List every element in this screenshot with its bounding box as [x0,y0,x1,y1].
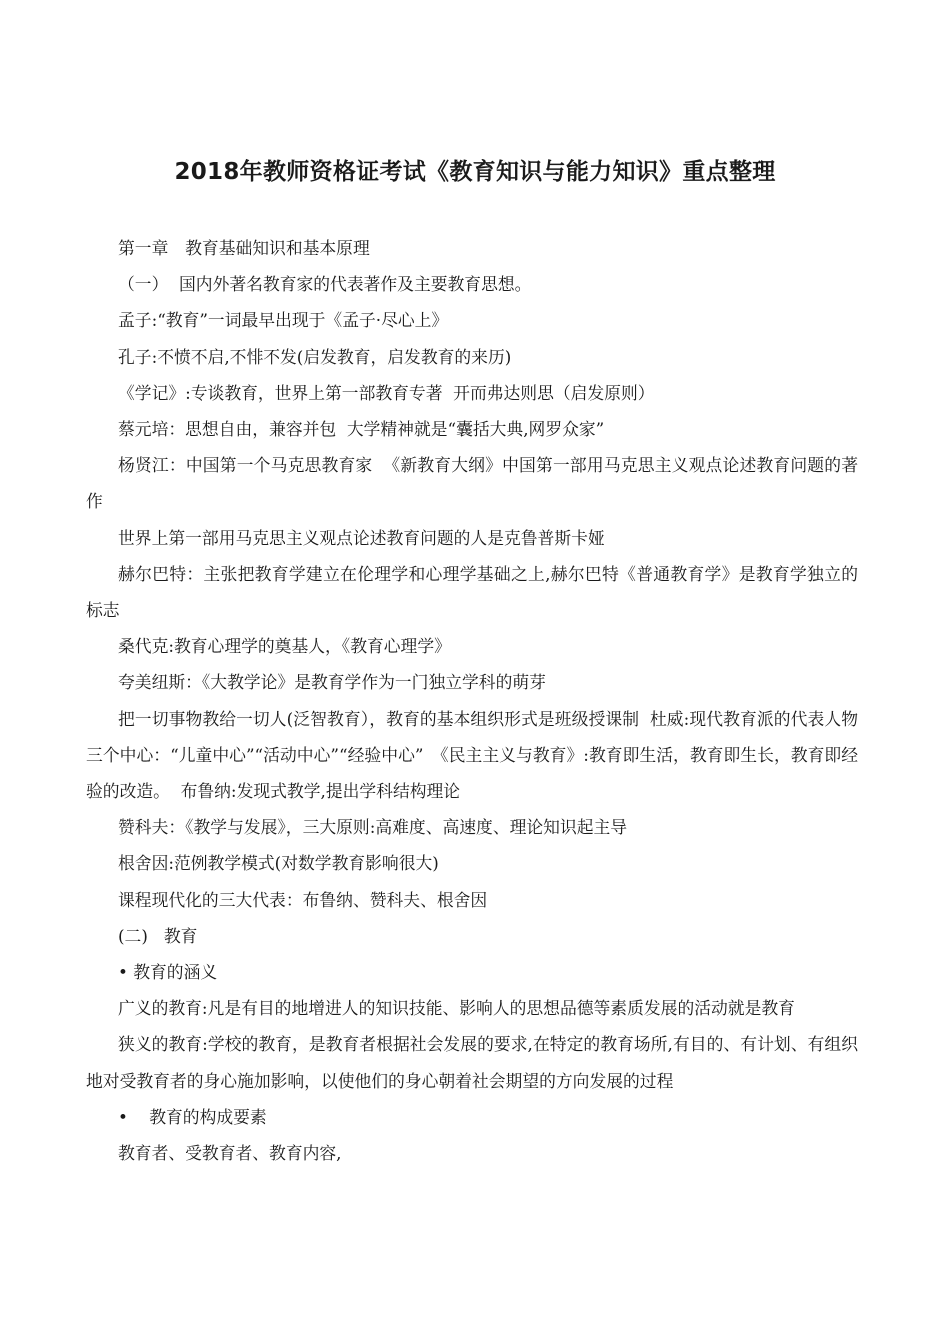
paragraph-zankov: 赞科夫：《教学与发展》，三大原则:高难度、高速度、理论知识起主导 [118,817,628,838]
paragraph-elements-list: 教育者、受教育者、教育内容, [118,1143,342,1164]
chapter-heading: 第一章 教育基础知识和基本原理 [118,238,370,258]
paragraph-confucius: 孔子:不愤不启,不悱不发(启发教育，启发教育的来历) [118,346,512,367]
paragraph-broad-education: 广义的教育:凡是有目的地增进人的知识技能、影响人的思想品德等素质发展的活动就是教育 [118,998,795,1019]
document-body [86,230,869,1171]
paragraph-curriculum-modernization: 课程现代化的三大代表：布鲁纳、赞科夫、根舍因 [118,889,488,910]
paragraph-thorndike: 桑代克:教育心理学的奠基人，《教育心理学》 [118,636,451,657]
paragraph-narrow-education: 狭义的教育:学校的教育，是教育者根据社会发展的要求,在特定的教育场所,有目的、有计划、有组织地对受教育者的身心施加影响，以使他们的身心朝着社会期望的方向发展的过程 [86,1034,858,1091]
paragraph-dewey-bruner: 把一切事物教给一切人(泛智教育），教育的基本组织形式是班级授课制 杜威:现代教育派的代表人物 三个中心：“儿童中心”“活动中心”“经验中心” 《民主主义与教育》:教育即生活，教育即生长，教育即经验的改造。 布鲁纳:发现式教学,提出学科结构理论 [86,708,869,802]
paragraph-wagenschein: 根舍因:范例教学模式(对数学教育影响很大) [118,853,439,874]
section-heading-2: (二) 教育 [118,925,198,946]
paragraph-herbart: 赫尔巴特：主张把教育学建立在伦理学和心理学基础之上,赫尔巴特《普通教育学》是教育学独立的标志 [86,563,858,621]
paragraph-comenius: 夸美纽斯：《大教学论》是教育学作为一门独立学科的萌芽 [118,672,546,693]
paragraph-xueji: 《学记》:专谈教育，世界上第一部教育专著 开而弗达则思（启发原则） [118,382,655,403]
paragraph-cai-yuanpei: 蔡元培：思想自由，兼容并包 大学精神就是“囊括大典,网罗众家” [118,419,605,440]
paragraph-yang-xianjiang: 杨贤江：中国第一个马克思教育家 《新教育大纲》中国第一部用马克思主义观点论述教育问题的著作 [86,455,858,512]
section-heading-1: （一） 国内外著名教育家的代表著作及主要教育思想。 [118,274,532,295]
paragraph-krupskaya: 世界上第一部用马克思主义观点论述教育问题的人是克鲁普斯卡娅 [118,527,605,548]
bullet-education-meaning: • 教育的涵义 [118,962,218,983]
bullet-education-elements: • 教育的构成要素 [118,1106,267,1127]
paragraph-mencius: 孟子:“教育”一词最早出现于《孟子·尽心上》 [118,310,449,331]
document-title: 2018年教师资格证考试《教育知识与能力知识》重点整理 [174,159,776,185]
